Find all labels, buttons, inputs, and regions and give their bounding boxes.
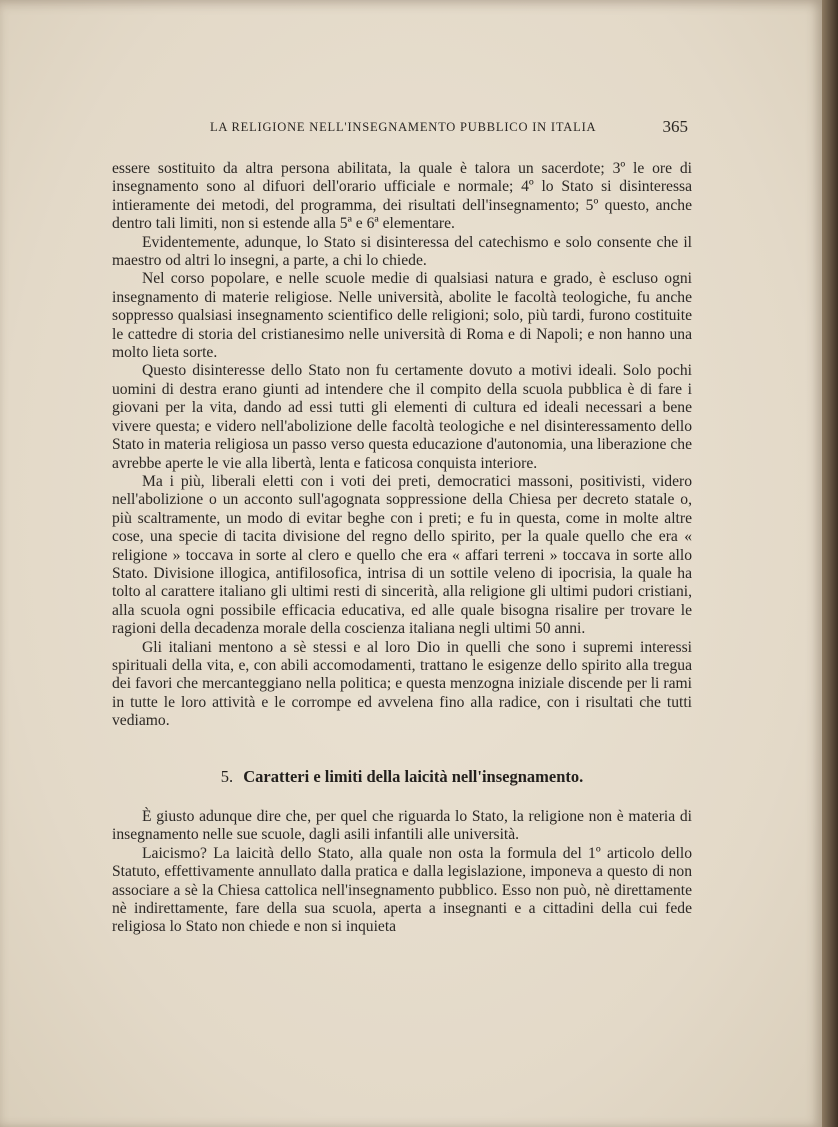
paragraph: Evidentemente, adunque, lo Stato si disinteressa del catechismo e solo consente che il maestro od altri lo insegni, a parte, a chi lo chiede.	[112, 233, 692, 270]
paragraph: essere sostituito da altra persona abilitata, la quale è talora un sacerdote; 3º le ore di insegnamento sono al difuori dell'orario ufficiale e normale; 4º lo Stato si disinteressa intieramente dei metodi, del programma, dei risultati dell'insegnamento; 5º questo, anche dentro tali limiti, non si estende alla 5ª e 6ª elementare.	[112, 160, 692, 233]
page-number: 365	[662, 117, 688, 136]
running-title: LA RELIGIONE NELL'INSEGNAMENTO PUBBLICO IN ITALIA	[210, 120, 597, 134]
section-number: 5.	[220, 767, 234, 786]
paragraph: Nel corso popolare, e nelle scuole medie di qualsiasi natura e grado, è escluso ogni insegnamento di materie religiose. Nelle università, abolite le facoltà teologiche, fu anche soppresso qualsiasi insegnamento scientifico delle religioni; solo, più tardi, furono costituite le cattedre di storia del cristianesimo nelle università di Roma e di Napoli; e non hanno una molto lieta sorte.	[112, 270, 692, 362]
paragraph: Ma i più, liberali eletti con i voti dei preti, democratici massoni, positivisti, videro nell'abolizione o un acconto sull'agognata soppressione della Chiesa per decreto statale o, più scaltramente, un modo di evitar beghe con i preti; e fu in questa, come in molte altre cose, una specie di tacita divisione del regno dello spirito, per la quale quello che era « religione » toccava in sorte al clero e quello che era « affari terreni » toccava in sorte allo Stato. Divisione illogica, antifilosofica, intrisa di un sottile veleno di ipocrisia, la quale ha tolto al carattere italiano gli ultimi resti di sincerità, alla religione gli ultimi pudori cristiani, alla scuola ogni possibile efficacia educativa, ed alle quale bisogna risalire per trovare le ragioni della decadenza morale della coscienza italiana negli ultimi 50 anni.	[112, 472, 692, 638]
body-text	[112, 160, 692, 731]
page-header	[112, 117, 688, 139]
paragraph: Laicismo? La laicità dello Stato, alla quale non osta la formula del 1º articolo dello Statuto, effettivamente annullato dalla pratica e dalla legislazione, imponeva a questo di non associare a sè la Chiesa cattolica nell'insegnamento pubblico. Esso non può, nè direttamente nè indirettamente, fare della sua scuola, aperta a insegnanti e a cittadini della cui fede religiosa lo Stato non chiede e non si inquieta	[112, 844, 692, 936]
book-spine	[822, 0, 838, 1127]
section-title: Caratteri e limiti della laicità nell'insegnamento.	[243, 767, 584, 786]
paragraph: È giusto adunque dire che, per quel che riguarda lo Stato, la religione non è materia di insegnamento nelle sue scuole, dagli asili infantili alle università.	[112, 808, 692, 844]
paragraph: Questo disinteresse dello Stato non fu certamente dovuto a motivi ideali. Solo pochi uomini di destra erano giunti ad intendere che il compito della scuola pubblica è di fare i giovani per la vita, dando ad essi tutti gli elementi di cultura ed ideali necessari a bene vivere questa; e videro nell'abolizione delle facoltà teologiche e nel disinteressamento dello Stato in materia religiosa un passo verso questa educazione d'autonomia, una liberazione che avrebbe aperte le vie alla libertà, lenta e faticosa conquista interiore.	[112, 362, 692, 472]
paragraph: Gli italiani mentono a sè stessi e al loro Dio in quelli che sono i supremi interessi spirituali della vita, e, con abili accomodamenti, trattano le esigenze dello spirito alla tregua dei favori che mercanteggiano nella politica; e questa menzogna iniziale discende per li rami in tutte le loro attività e le corrompe ed avvelena fino alla radice, con i risultati che tutti vediamo.	[112, 638, 692, 730]
section-body-text	[112, 808, 692, 937]
section-heading	[112, 767, 692, 787]
